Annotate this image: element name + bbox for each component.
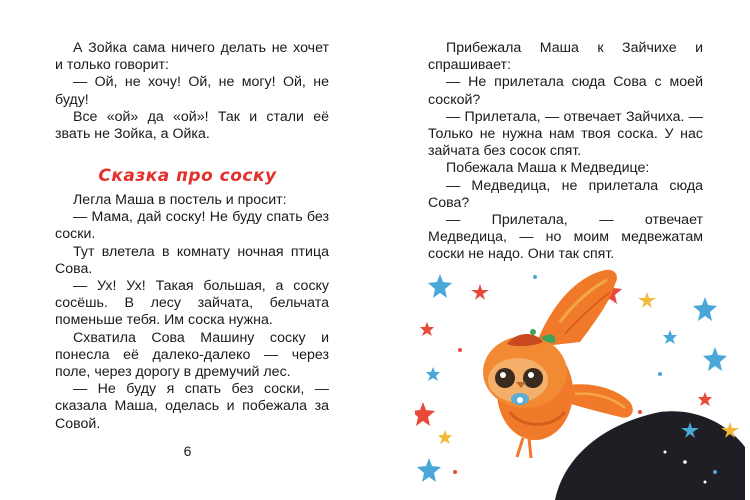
paragraph: — Не буду я спать без соски, — сказала Маша, оделась и побежала за Совой. bbox=[55, 381, 329, 432]
page-number: 6 bbox=[183, 443, 192, 459]
star-icon bbox=[471, 284, 489, 300]
right-page bbox=[375, 0, 750, 500]
night-hill bbox=[555, 411, 745, 500]
paragraph: Прибежала Маша к Зайчихе и спрашивает: bbox=[428, 40, 703, 74]
paragraph: — Медведица, не прилетала сюда Сова? bbox=[428, 177, 703, 211]
story-text bbox=[428, 40, 703, 264]
star-icon bbox=[698, 392, 712, 406]
paragraph: Схватила Сова Машину соску и понесла её далеко-далеко — через поле, через дорогу в дремучий лес. bbox=[55, 329, 329, 381]
story-continuation bbox=[55, 40, 329, 143]
paragraph: — Ух! Ух! Такая большая, а соску сосёшь. В лесу зайчата, бельчата поменьше тебя. Им соска нужна. bbox=[55, 278, 329, 329]
paragraph: — Прилетала, — отвечает Зайчиха. — Только не нужна нам твоя соска. У нас зайчата без сосок спят. bbox=[428, 108, 703, 160]
owl-eye bbox=[495, 368, 515, 388]
star-icon bbox=[663, 330, 677, 344]
star-icon bbox=[426, 367, 440, 381]
star-icon bbox=[638, 292, 656, 308]
paragraph: — Мама, дай соску! Не буду спать без соски. bbox=[55, 209, 329, 243]
paragraph: Легла Маша в постель и просит: bbox=[73, 192, 287, 208]
paragraph: А Зойка сама ничего делать не хочет и только говорит: bbox=[55, 40, 329, 74]
story-text bbox=[55, 192, 329, 433]
paragraph: Все «ой» да «ой»! Так и стали её звать не Зойка, а Ойка. bbox=[55, 108, 329, 143]
star-icon bbox=[417, 458, 441, 482]
owl-illustration bbox=[415, 262, 745, 500]
star-icon bbox=[415, 402, 435, 426]
star-icon bbox=[428, 274, 452, 298]
star-icon bbox=[438, 430, 452, 444]
star-icon bbox=[703, 347, 727, 371]
paragraph: — Не прилетала сюда Сова с моей соской? bbox=[428, 74, 703, 108]
owl-eye bbox=[523, 368, 543, 388]
paragraph: Тут влетела в комнату ночная птица Сова. bbox=[55, 243, 329, 277]
paragraph: — Ой, не хочу! Ой, не могу! Ой, не буду! bbox=[55, 74, 329, 108]
paragraph: — Прилетала, — отвечает Медведица, — но моим медвежатам соски не надо. Они так спят. bbox=[428, 212, 703, 263]
story-title: Сказка про соску bbox=[98, 166, 277, 186]
star-icon bbox=[693, 297, 717, 321]
paragraph: Побежала Маша к Медведице: bbox=[446, 160, 650, 177]
star-icon bbox=[420, 322, 434, 336]
